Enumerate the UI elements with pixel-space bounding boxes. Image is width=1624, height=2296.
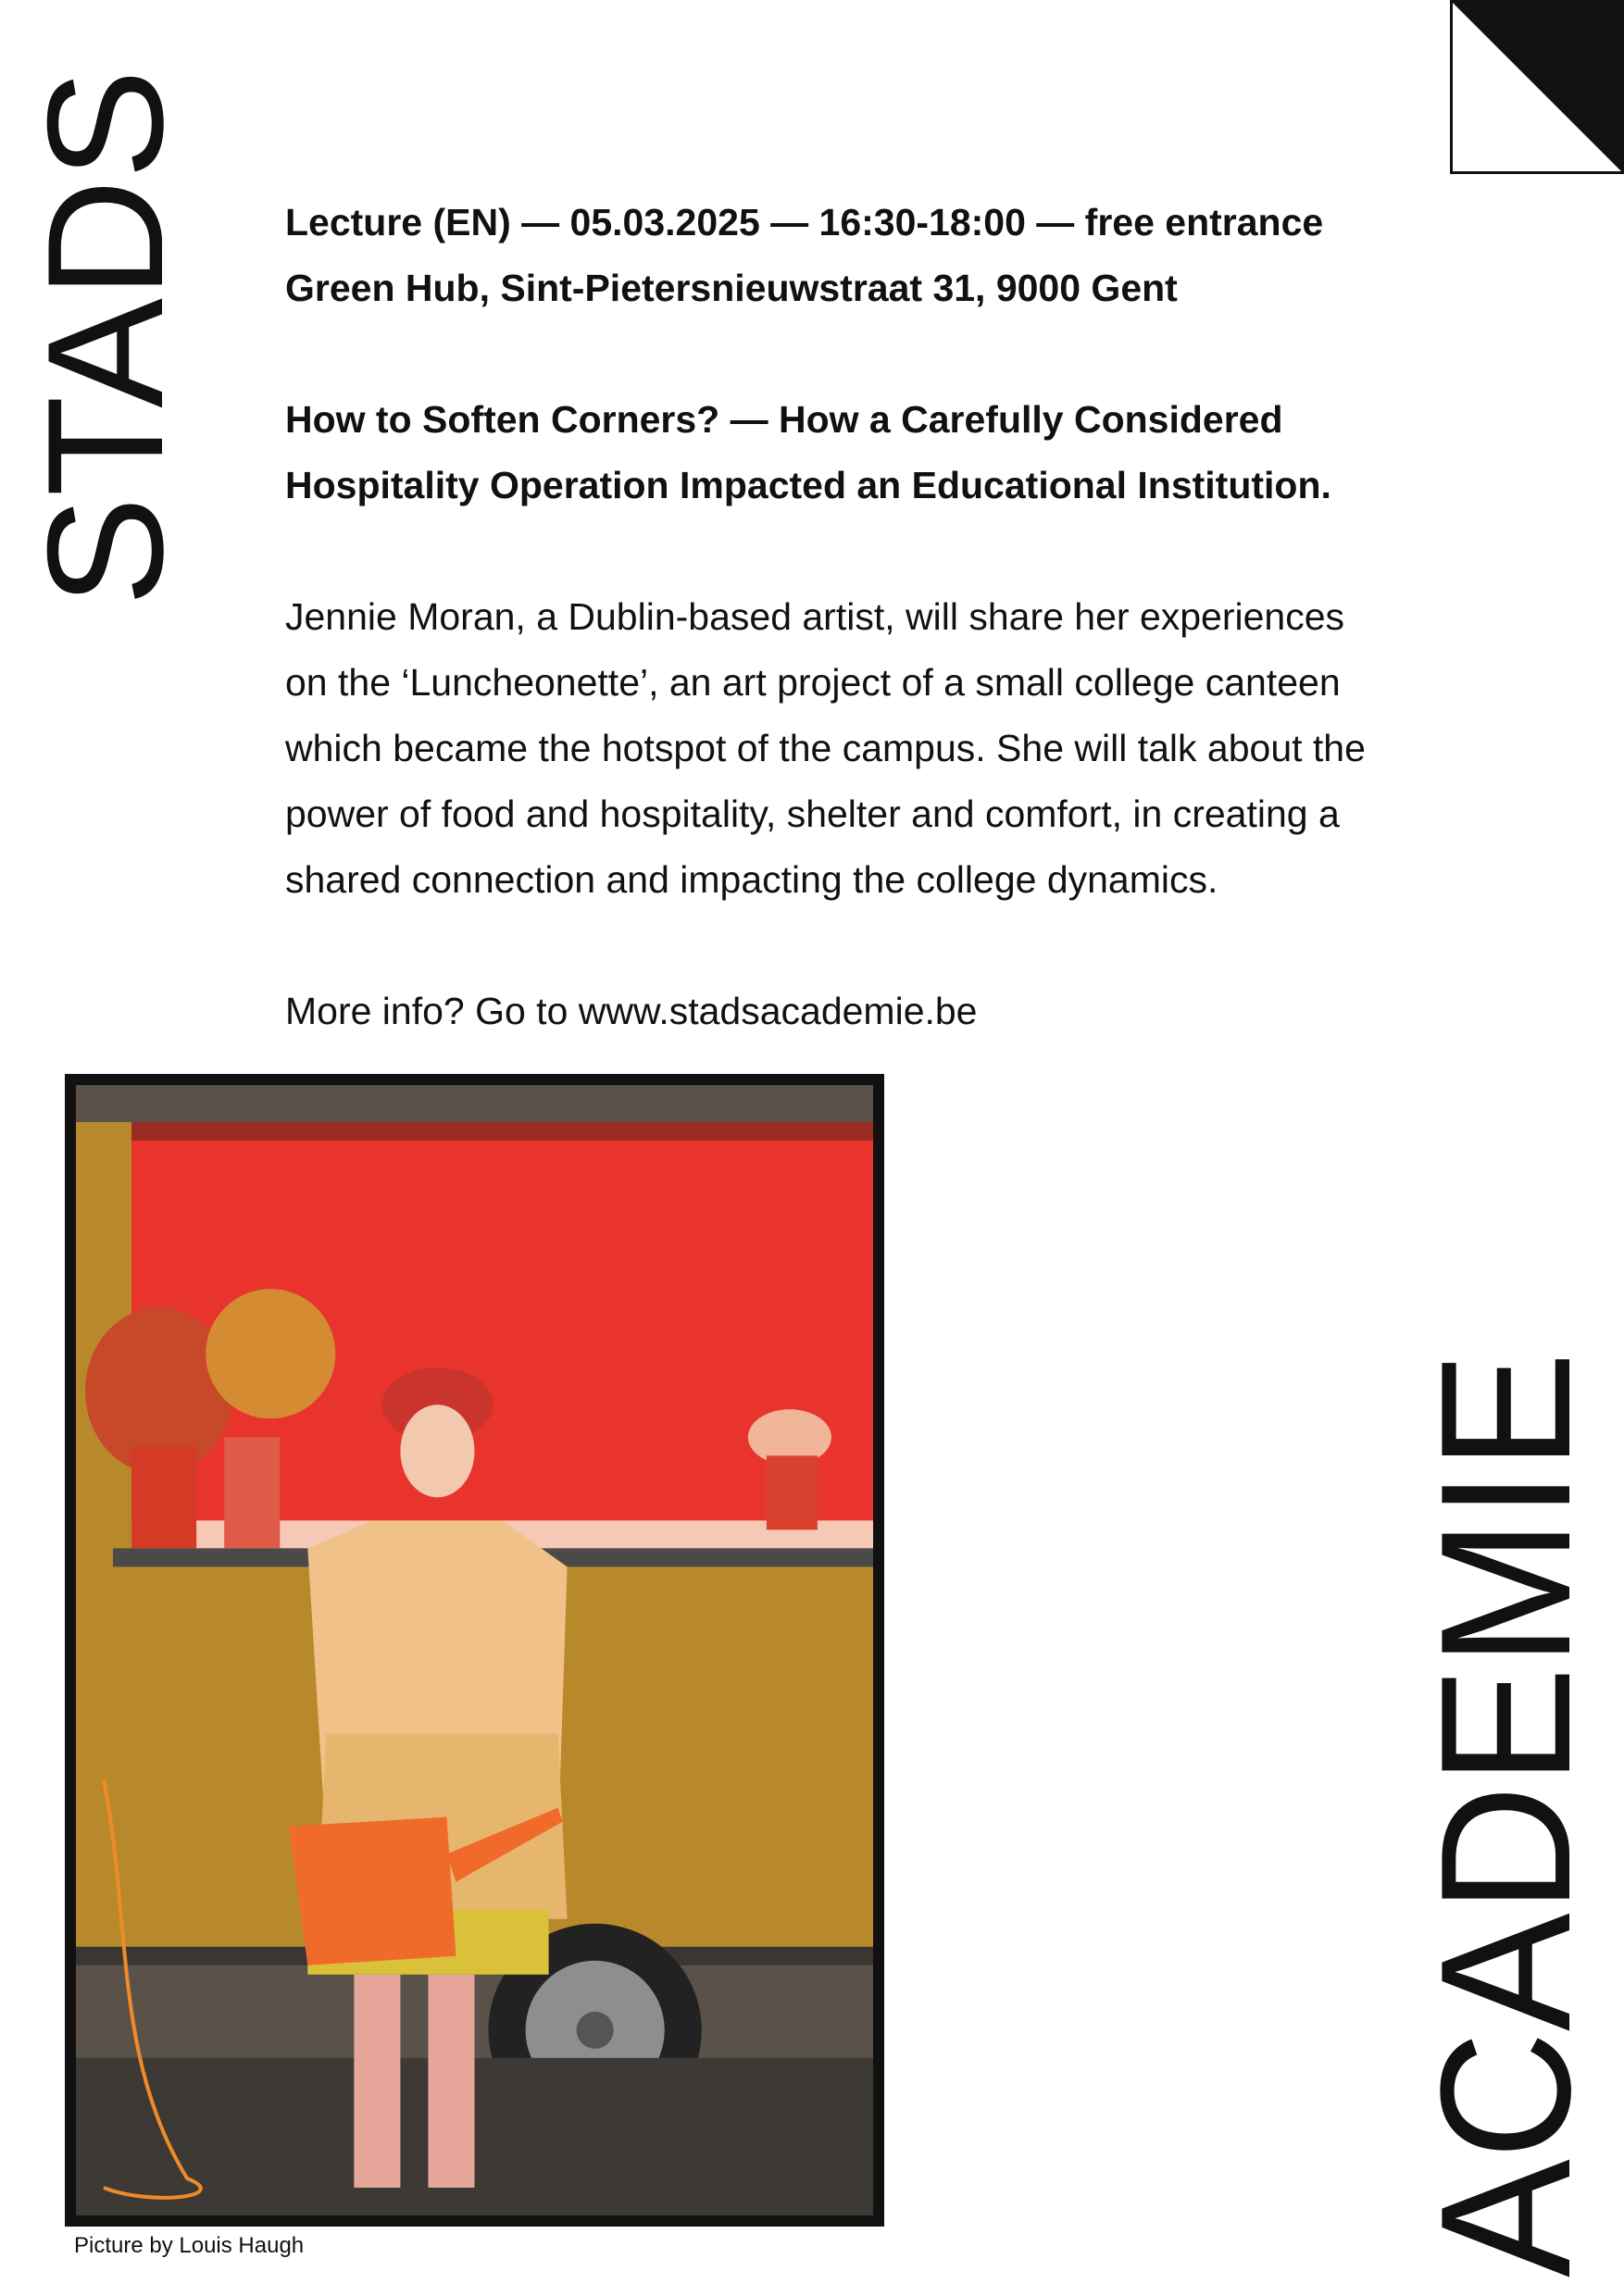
stads-logo [13, 51, 227, 625]
lecture-text-block [285, 190, 1452, 1044]
description-line: Jennie Moran, a Dublin-based artist, will share her experiences [285, 595, 1345, 638]
lecture-title-line-2: Hospitality Operation Impacted an Educational Institution. [285, 464, 1331, 506]
description-line: which became the hotspot of the campus. She will talk about the [285, 727, 1366, 769]
stads-logo-text: STADS [13, 69, 197, 606]
more-info-link[interactable]: More info? Go to www.stadsacademie.be [285, 990, 978, 1032]
corner-triangle-mark [1450, 0, 1624, 174]
description-line: shared connection and impacting the college dynamics. [285, 858, 1218, 901]
description-line: power of food and hospitality, shelter and comfort, in creating a [285, 792, 1340, 835]
academie-logo-graphic [1403, 1310, 1616, 2287]
photo-illustration [76, 1085, 873, 2215]
stads-logo-graphic [13, 51, 227, 625]
lecture-title-line-1: How to Soften Corners? — How a Carefully Considered [285, 398, 1283, 441]
academie-logo-text: ACADEMIE [1403, 1310, 1609, 2277]
description-line: on the ‘Luncheonette’, an art project of a small college canteen [285, 661, 1341, 704]
academie-logo [1403, 1310, 1616, 2287]
event-photo [65, 1074, 884, 2227]
event-location: Green Hub, Sint-Pietersnieuwstraat 31, 9000 Gent [285, 267, 1178, 309]
photo-caption: Picture by Louis Haugh [74, 2233, 305, 2258]
event-details: Lecture (EN) — 05.03.2025 — 16:30-18:00 — free entrance [285, 201, 1324, 243]
